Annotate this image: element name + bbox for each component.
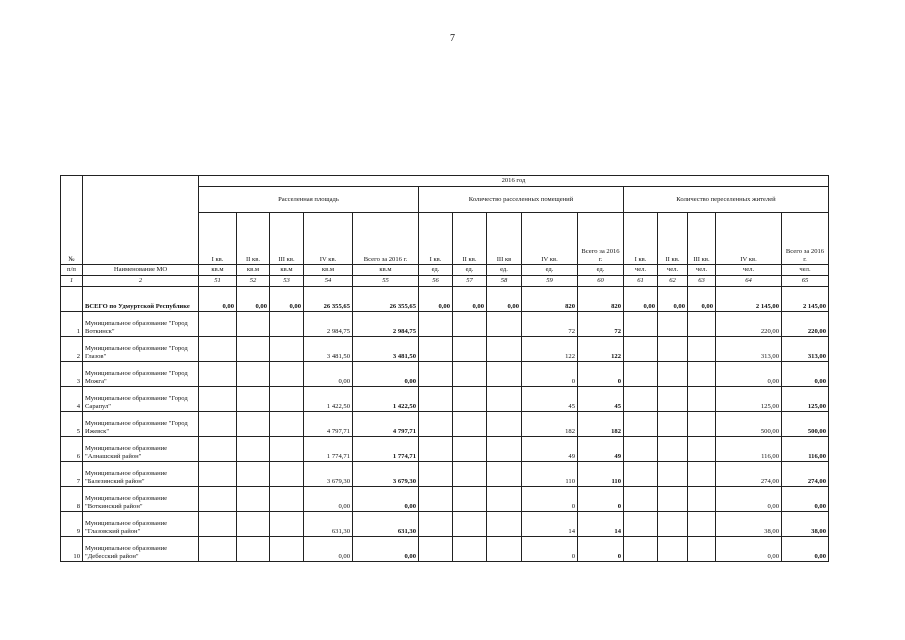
- table-row: [61, 537, 829, 562]
- column-number-cell: 52: [237, 276, 270, 287]
- empty-cell: [270, 512, 304, 537]
- empty-cell: [624, 312, 658, 337]
- num-subheader: п/п: [61, 265, 83, 276]
- premises-q4-cell: 182: [522, 412, 578, 437]
- empty-cell: [237, 462, 270, 487]
- residents-total-cell: 274,00: [782, 462, 829, 487]
- residents-quarter-header: II кв.: [658, 213, 688, 265]
- empty-cell: [624, 437, 658, 462]
- residents-q4-cell: 313,00: [716, 337, 782, 362]
- empty-cell: [270, 312, 304, 337]
- empty-cell: [419, 537, 453, 562]
- premises-total-cell: 14: [578, 512, 624, 537]
- empty-cell: [237, 487, 270, 512]
- name-header-top: [83, 176, 199, 265]
- empty-cell: [624, 362, 658, 387]
- total-name: ВСЕГО по Удмуртской Республике: [83, 287, 199, 312]
- empty-cell: [624, 337, 658, 362]
- total-value-cell: 820: [578, 287, 624, 312]
- unit-cell: чел.: [624, 265, 658, 276]
- empty-cell: [658, 462, 688, 487]
- column-number-cell: 64: [716, 276, 782, 287]
- total-value-cell: 0,00: [270, 287, 304, 312]
- residents-q4-cell: 116,00: [716, 437, 782, 462]
- area-total-cell: 1 774,71: [353, 437, 419, 462]
- area-quarter-header: Всего за 2016 г.: [353, 213, 419, 265]
- empty-cell: [199, 512, 237, 537]
- empty-cell: [688, 462, 716, 487]
- residents-quarter-header: I кв.: [624, 213, 658, 265]
- row-number: 2: [61, 337, 83, 362]
- residents-total-cell: 500,00: [782, 412, 829, 437]
- empty-cell: [199, 387, 237, 412]
- empty-cell: [658, 312, 688, 337]
- total-value-cell: 0,00: [624, 287, 658, 312]
- residents-quarter-header: IV кв.: [716, 213, 782, 265]
- premises-total-cell: 182: [578, 412, 624, 437]
- row-number: 3: [61, 362, 83, 387]
- empty-cell: [237, 512, 270, 537]
- column-number-cell: 59: [522, 276, 578, 287]
- empty-cell: [688, 337, 716, 362]
- unit-cell: кв.м: [270, 265, 304, 276]
- area-quarter-header: II кв.: [237, 213, 270, 265]
- total-value-cell: 2 145,00: [716, 287, 782, 312]
- unit-cell: чел.: [688, 265, 716, 276]
- empty-cell: [419, 362, 453, 387]
- empty-cell: [237, 337, 270, 362]
- empty-cell: [237, 412, 270, 437]
- premises-q4-cell: 49: [522, 437, 578, 462]
- table-row: [61, 512, 829, 537]
- premises-quarter-header: III кв: [487, 213, 522, 265]
- total-value-cell: 26 355,65: [304, 287, 353, 312]
- column-number-cell: 60: [578, 276, 624, 287]
- empty-cell: [658, 362, 688, 387]
- residents-total-cell: 313,00: [782, 337, 829, 362]
- municipality-name: Муниципальное образование "Город Ижевск": [83, 412, 199, 437]
- column-number-cell: 55: [353, 276, 419, 287]
- residents-total-cell: 38,00: [782, 512, 829, 537]
- premises-q4-cell: 110: [522, 462, 578, 487]
- residents-total-cell: 0,00: [782, 362, 829, 387]
- table-row: [61, 437, 829, 462]
- column-number-cell: 65: [782, 276, 829, 287]
- empty-cell: [199, 437, 237, 462]
- column-number-cell: 61: [624, 276, 658, 287]
- unit-cell: ед.: [487, 265, 522, 276]
- residents-q4-cell: 500,00: [716, 412, 782, 437]
- empty-cell: [270, 412, 304, 437]
- area-total-cell: 2 984,75: [353, 312, 419, 337]
- residents-q4-cell: 38,00: [716, 512, 782, 537]
- residents-total-cell: 125,00: [782, 387, 829, 412]
- row-number: 7: [61, 462, 83, 487]
- municipality-name: Муниципальное образование "Город Глазов": [83, 337, 199, 362]
- residents-q4-cell: 125,00: [716, 387, 782, 412]
- residents-total-cell: 220,00: [782, 312, 829, 337]
- empty-cell: [624, 537, 658, 562]
- premises-q4-cell: 72: [522, 312, 578, 337]
- total-value-cell: 0,00: [237, 287, 270, 312]
- empty-cell: [624, 412, 658, 437]
- empty-cell: [237, 387, 270, 412]
- empty-cell: [419, 462, 453, 487]
- municipality-name: Муниципальное образование "Город Можга": [83, 362, 199, 387]
- row-number: 9: [61, 512, 83, 537]
- empty-cell: [487, 462, 522, 487]
- empty-cell: [453, 462, 487, 487]
- empty-cell: [453, 437, 487, 462]
- total-value-cell: 820: [522, 287, 578, 312]
- empty-cell: [419, 487, 453, 512]
- empty-cell: [270, 437, 304, 462]
- empty-cell: [658, 487, 688, 512]
- empty-cell: [270, 337, 304, 362]
- row-number: 6: [61, 437, 83, 462]
- empty-cell: [487, 412, 522, 437]
- premises-quarter-header: I кв.: [419, 213, 453, 265]
- empty-cell: [270, 462, 304, 487]
- empty-cell: [270, 362, 304, 387]
- row-number: 1: [61, 312, 83, 337]
- area-q4-cell: 3 679,30: [304, 462, 353, 487]
- empty-cell: [419, 387, 453, 412]
- empty-cell: [658, 412, 688, 437]
- premises-q4-cell: 0: [522, 487, 578, 512]
- empty-cell: [624, 387, 658, 412]
- municipality-name: Муниципальное образование "Город Воткинск": [83, 312, 199, 337]
- premises-total-cell: 0: [578, 362, 624, 387]
- premises-total-cell: 49: [578, 437, 624, 462]
- total-value-cell: 0,00: [199, 287, 237, 312]
- empty-cell: [199, 537, 237, 562]
- unit-cell: ед.: [522, 265, 578, 276]
- area-total-cell: 3 679,30: [353, 462, 419, 487]
- premises-total-cell: 0: [578, 537, 624, 562]
- empty-cell: [658, 337, 688, 362]
- area-total-cell: 0,00: [353, 537, 419, 562]
- municipality-name: Муниципальное образование "Алнашский район": [83, 437, 199, 462]
- column-number-cell: 63: [688, 276, 716, 287]
- premises-total-cell: 72: [578, 312, 624, 337]
- premises-total-cell: 0: [578, 487, 624, 512]
- table-row: [61, 387, 829, 412]
- residents-q4-cell: 274,00: [716, 462, 782, 487]
- area-quarter-header: III кв.: [270, 213, 304, 265]
- row-number: 5: [61, 412, 83, 437]
- total-value-cell: 0,00: [658, 287, 688, 312]
- empty-cell: [688, 387, 716, 412]
- empty-cell: [199, 412, 237, 437]
- empty-cell: [688, 437, 716, 462]
- table-row: [61, 362, 829, 387]
- empty-cell: [199, 362, 237, 387]
- premises-quarter-header: IV кв.: [522, 213, 578, 265]
- empty-cell: [624, 512, 658, 537]
- premises-group-header: Количество расселенных помещений: [419, 187, 624, 213]
- column-number-cell: 62: [658, 276, 688, 287]
- column-number-cell: 2: [83, 276, 199, 287]
- area-q4-cell: 1 774,71: [304, 437, 353, 462]
- column-number-cell: 58: [487, 276, 522, 287]
- empty-cell: [270, 387, 304, 412]
- empty-cell: [624, 487, 658, 512]
- municipality-name: Муниципальное образование "Воткинский район": [83, 487, 199, 512]
- empty-cell: [199, 487, 237, 512]
- row-number: 8: [61, 487, 83, 512]
- empty-cell: [237, 537, 270, 562]
- area-total-cell: 0,00: [353, 362, 419, 387]
- area-quarter-header: IV кв.: [304, 213, 353, 265]
- empty-cell: [419, 412, 453, 437]
- residents-total-cell: 116,00: [782, 437, 829, 462]
- empty-cell: [658, 437, 688, 462]
- empty-cell: [453, 512, 487, 537]
- area-q4-cell: 0,00: [304, 362, 353, 387]
- residents-quarter-header: Всего за 2016 г.: [782, 213, 829, 265]
- area-q4-cell: 0,00: [304, 537, 353, 562]
- premises-total-cell: 110: [578, 462, 624, 487]
- empty-cell: [688, 412, 716, 437]
- area-total-cell: 1 422,50: [353, 387, 419, 412]
- empty-cell: [199, 337, 237, 362]
- empty-cell: [199, 312, 237, 337]
- empty-cell: [487, 312, 522, 337]
- empty-cell: [688, 537, 716, 562]
- empty-cell: [487, 537, 522, 562]
- premises-q4-cell: 122: [522, 337, 578, 362]
- residents-total-cell: 0,00: [782, 487, 829, 512]
- area-q4-cell: 4 797,71: [304, 412, 353, 437]
- total-value-cell: 2 145,00: [782, 287, 829, 312]
- area-group-header: Расселенная площадь: [199, 187, 419, 213]
- empty-cell: [688, 362, 716, 387]
- area-total-cell: 4 797,71: [353, 412, 419, 437]
- page-number: 7: [450, 33, 455, 44]
- column-number-cell: 54: [304, 276, 353, 287]
- empty-cell: [237, 362, 270, 387]
- area-quarter-header: I кв.: [199, 213, 237, 265]
- empty-cell: [237, 312, 270, 337]
- unit-cell: кв.м: [237, 265, 270, 276]
- premises-total-cell: 122: [578, 337, 624, 362]
- premises-q4-cell: 14: [522, 512, 578, 537]
- residents-total-cell: 0,00: [782, 537, 829, 562]
- num-header: №: [61, 176, 83, 265]
- empty-cell: [419, 337, 453, 362]
- area-total-cell: 0,00: [353, 487, 419, 512]
- premises-quarter-header: Всего за 2016 г.: [578, 213, 624, 265]
- premises-q4-cell: 0: [522, 362, 578, 387]
- total-value-cell: 0,00: [453, 287, 487, 312]
- total-value-cell: 0,00: [419, 287, 453, 312]
- empty-cell: [419, 512, 453, 537]
- empty-cell: [453, 362, 487, 387]
- column-number-cell: 53: [270, 276, 304, 287]
- residents-q4-cell: 0,00: [716, 487, 782, 512]
- premises-quarter-header: II кв.: [453, 213, 487, 265]
- column-number-cell: 1: [61, 276, 83, 287]
- area-q4-cell: 3 481,50: [304, 337, 353, 362]
- empty-cell: [487, 437, 522, 462]
- residents-q4-cell: 220,00: [716, 312, 782, 337]
- total-value-cell: 0,00: [487, 287, 522, 312]
- empty-cell: [453, 312, 487, 337]
- empty-cell: [270, 487, 304, 512]
- resettlement-table: [60, 175, 829, 562]
- empty-cell: [453, 387, 487, 412]
- unit-cell: чел.: [716, 265, 782, 276]
- empty-cell: [453, 412, 487, 437]
- empty-cell: [658, 387, 688, 412]
- column-number-cell: 51: [199, 276, 237, 287]
- unit-cell: ед.: [578, 265, 624, 276]
- table-row: [61, 487, 829, 512]
- empty-cell: [199, 462, 237, 487]
- empty-cell: [487, 337, 522, 362]
- unit-cell: кв.м: [353, 265, 419, 276]
- empty-cell: [453, 337, 487, 362]
- total-row: [61, 287, 829, 312]
- table-row: [61, 412, 829, 437]
- empty-cell: [688, 312, 716, 337]
- area-total-cell: 3 481,50: [353, 337, 419, 362]
- table-row: [61, 337, 829, 362]
- empty-cell: [487, 387, 522, 412]
- column-number-cell: 57: [453, 276, 487, 287]
- area-q4-cell: 2 984,75: [304, 312, 353, 337]
- empty-cell: [237, 437, 270, 462]
- unit-cell: чел.: [658, 265, 688, 276]
- municipality-name: Муниципальное образование "Дебесский район": [83, 537, 199, 562]
- row-number: 4: [61, 387, 83, 412]
- empty-cell: [419, 437, 453, 462]
- unit-cell: чел.: [782, 265, 829, 276]
- area-q4-cell: 1 422,50: [304, 387, 353, 412]
- area-total-cell: 631,30: [353, 512, 419, 537]
- table-row: [61, 462, 829, 487]
- empty-cell: [624, 462, 658, 487]
- total-value-cell: 26 355,65: [353, 287, 419, 312]
- empty-cell: [487, 512, 522, 537]
- table-row: [61, 312, 829, 337]
- column-number-cell: 56: [419, 276, 453, 287]
- premises-q4-cell: 45: [522, 387, 578, 412]
- unit-cell: кв.м: [199, 265, 237, 276]
- unit-cell: ед.: [453, 265, 487, 276]
- row-number: 10: [61, 537, 83, 562]
- empty-cell: [487, 362, 522, 387]
- premises-q4-cell: 0: [522, 537, 578, 562]
- empty-cell: [658, 512, 688, 537]
- municipality-name: Муниципальное образование "Балезинский район": [83, 462, 199, 487]
- year-header: 2016 год: [199, 176, 829, 187]
- empty-cell: [453, 487, 487, 512]
- total-value-cell: 0,00: [688, 287, 716, 312]
- empty-cell: [453, 537, 487, 562]
- empty-cell: [487, 487, 522, 512]
- unit-cell: ед.: [419, 265, 453, 276]
- empty-cell: [688, 512, 716, 537]
- empty-cell: [688, 487, 716, 512]
- municipality-name: Муниципальное образование "Город Сарапул": [83, 387, 199, 412]
- total-num-cell: [61, 287, 83, 312]
- name-header: Наименование МО: [83, 265, 199, 276]
- residents-q4-cell: 0,00: [716, 537, 782, 562]
- residents-quarter-header: III кв.: [688, 213, 716, 265]
- residents-group-header: Количество переселенных жителей: [624, 187, 829, 213]
- unit-cell: кв.м: [304, 265, 353, 276]
- municipality-name: Муниципальное образование "Глазовский район": [83, 512, 199, 537]
- residents-q4-cell: 0,00: [716, 362, 782, 387]
- empty-cell: [419, 312, 453, 337]
- empty-cell: [658, 537, 688, 562]
- area-q4-cell: 631,30: [304, 512, 353, 537]
- empty-cell: [270, 537, 304, 562]
- premises-total-cell: 45: [578, 387, 624, 412]
- area-q4-cell: 0,00: [304, 487, 353, 512]
